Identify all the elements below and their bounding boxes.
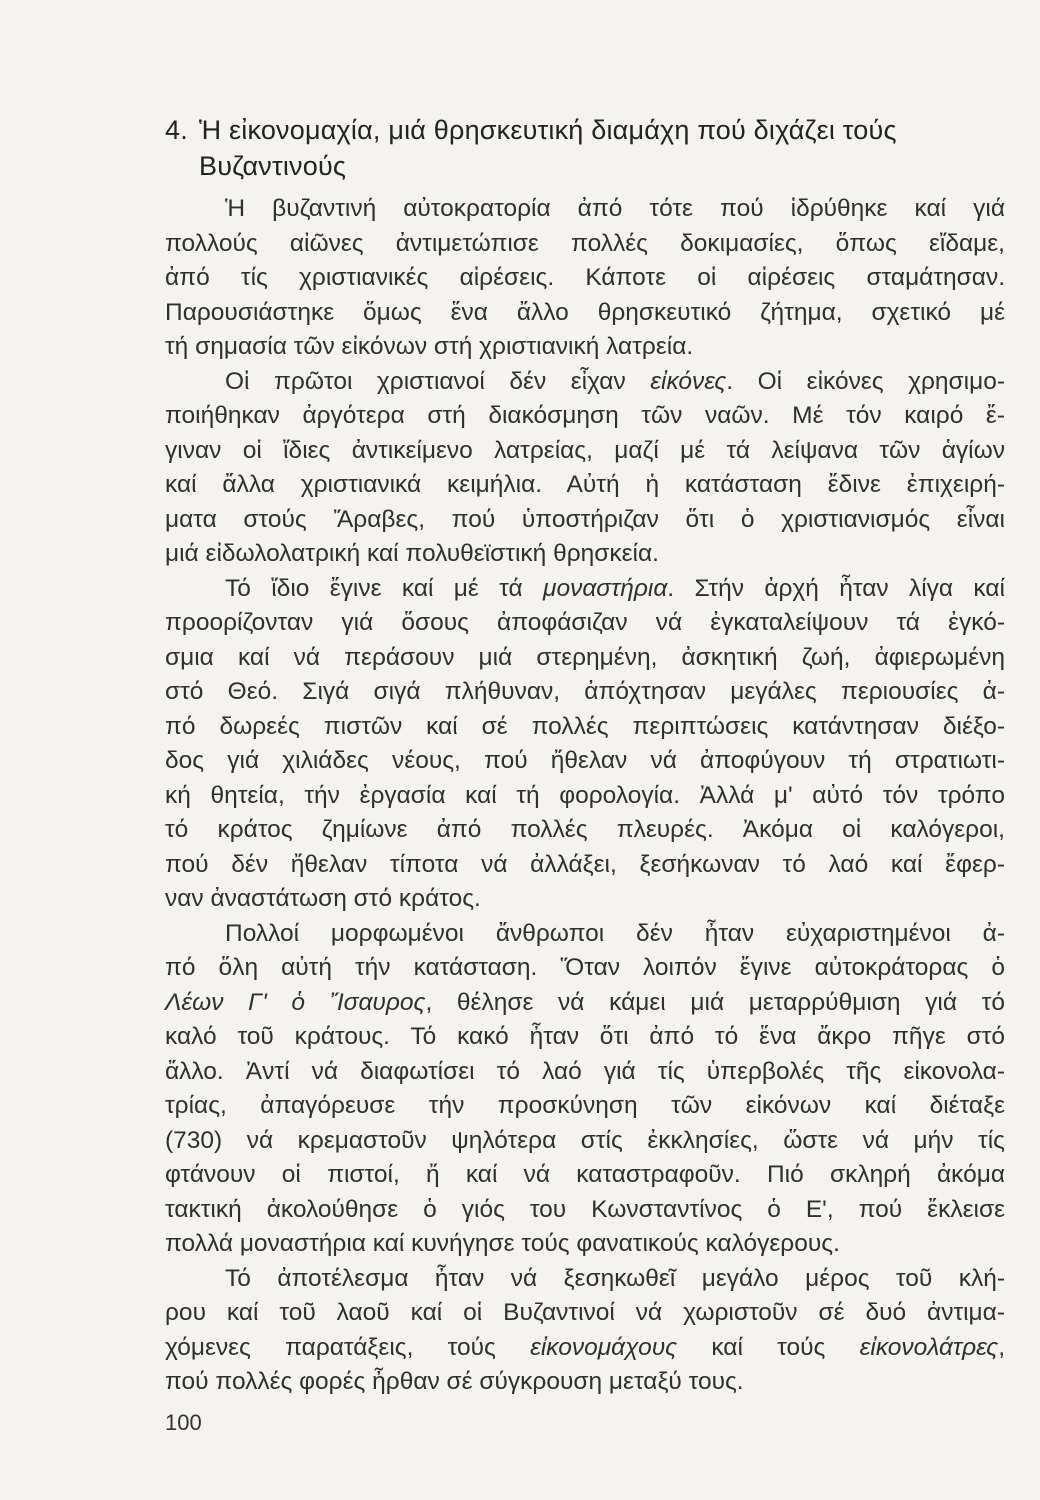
text-line: κή θητεία, τήν ἐργασία καί τή φορολογία. Ἀλλά μ' αὐτό τόν τρόπο [165,781,1005,809]
text-line: καί ἄλλα χριστιανικά κειμήλια. Αὐτή ἡ κατάσταση ἔδινε ἐπιχειρή- [165,471,1005,498]
text-line: Τό ἀποτέλεσμα ἦταν νά ξεσηκωθεῖ μεγάλο μέρος τοῦ κλή- [225,1264,1005,1292]
text-line: ναν ἀναστάτωση στό κράτος. [165,885,481,912]
text-line: πό ὅλη αὐτή τήν κατάσταση. Ὅταν λοιπόν ἔγινε αὐτοκράτορας ὁ [165,954,1005,981]
text-line: Τό ἴδιο ἔγινε καί μέ τά μοναστήρια. Στήν ἀρχή ἦταν λίγα καί [225,574,1005,602]
text-line: τό κράτος ζημίωνε ἀπό πολλές πλευρές. Ἀκόμα οἱ καλόγεροι, [165,816,1005,843]
text-line: Παρουσιάστηκε ὅμως ἕνα ἄλλο θρησκευτικό ζήτημα, σχετικό μέ [165,298,1005,326]
text-line: πού δέν ἤθελαν τίποτα νά ἀλλάξει, ξεσήκωναν τό λαό καί ἔφερ- [165,850,1005,878]
paragraph [165,917,1005,1262]
text-line: Ἡ βυζαντινή αὐτοκρατορία ἀπό τότε πού ἱδρύθηκε καί γιά [225,195,1005,222]
page-number: 100 [165,1410,202,1435]
text-line: μιά εἰδωλολατρική καί πολυθεϊστική θρησκεία. [165,540,659,567]
text-line: καλό τοῦ κράτους. Τό κακό ἦταν ὅτι ἀπό τό ἕνα ἄκρο πῆγε στό [165,1023,1005,1050]
paragraph [165,572,1005,917]
paragraph [165,365,1005,572]
text-line: γιναν οἱ ἴδιες ἀντικείμενο λατρείας, μαζί μέ τά λείψανα τῶν ἁγίων [165,436,1005,464]
section-title-line-2: Βυζαντινούς [199,151,347,181]
text-line: ποιήθηκαν ἀργότερα στή διακόσμηση τῶν ναῶν. Μέ τόν καιρό ἔ- [165,402,1005,429]
text-line: τακτική ἀκολούθησε ὁ γιός του Κωνσταντίνος ὁ Ε', πού ἔκλεισε [165,1195,1005,1223]
emphasized-term: εἰκόνες [650,367,727,395]
emphasized-term: μοναστήρια [543,574,668,602]
text-line: τρίας, ἀπαγόρευσε τήν προσκύνηση τῶν εἰκόνων καί διέταξε [165,1092,1005,1119]
text-line: πού πολλές φορές ἦρθαν σέ σύγκρουση μεταξύ τους. [165,1368,744,1395]
text-line: ρου καί τοῦ λαοῦ καί οἱ Βυζαντινοί νά χωριστοῦν σέ δυό ἀντιμα- [165,1299,1005,1326]
section-number: 4. [165,115,188,145]
text-line: Πολλοί μορφωμένοι ἄνθρωποι δέν ἦταν εὐχαριστημένοι ἀ- [225,919,1005,947]
section-title-line-1: Ἡ εἰκονομαχία, μιά θρησκευτική διαμάχη πού διχάζει τούς [199,115,897,145]
emphasized-term: εἰκονομάχους [530,1333,678,1361]
text-line: πολλά μοναστήρια καί κυνήγησε τούς φανατικούς καλόγερους. [165,1230,840,1257]
paragraph [165,1262,1005,1400]
text-line: πό δωρεές πιστῶν καί σέ πολλές περιπτώσεις κατάντησαν διέξο- [165,712,1005,740]
text-line: τή σημασία τῶν εἰκόνων στή χριστιανική λατρεία. [165,333,694,360]
text-line: φτάνουν οἱ πιστοί, ἤ καί νά καταστραφοῦν. Πιό σκληρή ἀκόμα [165,1161,1005,1188]
text-line: στό Θεό. Σιγά σιγά πλήθυναν, ἀπόχτησαν μεγάλες περιουσίες ἀ- [165,678,1005,705]
text-line: προορίζονταν γιά ὅσους ἀποφάσιζαν νά ἐγκαταλείψουν τά ἐγκό- [165,609,1005,636]
emphasized-term: Λέων Γ' ὁ Ἴσαυρος [165,988,426,1016]
text-line: ἄλλο. Ἀντί νά διαφωτίσει τό λαό γιά τίς ὑπερβολές τῆς εἰκονολα- [165,1057,1005,1085]
paragraph [165,192,1005,365]
text-line: ἀπό τίς χριστιανικές αἱρέσεις. Κάποτε οἱ αἱρέσεις σταμάτησαν. [165,264,1005,291]
body-text [165,192,1005,1400]
text-line: δος γιά χιλιάδες νέους, πού ἤθελαν νά ἀποφύγουν τή στρατιωτι- [165,747,1005,774]
text-line: σμια καί νά περάσουν μιά στερημένη, ἀσκητική ζωή, ἀφιερωμένη [165,643,1005,671]
emphasized-term: εἰκονολάτρες [859,1333,999,1361]
text-line: ματα στούς Ἄραβες, πού ὑποστήριζαν ὅτι ὁ χριστιανισμός εἶναι [165,505,1005,533]
text-line: Οἱ πρῶτοι χριστιανοί δέν εἶχαν εἰκόνες. Οἱ εἰκόνες χρησιμο- [225,367,1005,395]
section-heading [165,112,1005,184]
text-line: χόμενες παρατάξεις, τούς εἰκονομάχους καί τούς εἰκονολάτρες, [165,1333,1005,1361]
text-line: (730) νά κρεμαστοῦν ψηλότερα στίς ἐκκλησίες, ὥστε νά μήν τίς [165,1126,1005,1154]
text-line: Λέων Γ' ὁ Ἴσαυρος, θέλησε νά κάμει μιά μεταρρύθμιση γιά τό [165,988,1005,1016]
text-line: πολλούς αἰῶνες ἀντιμετώπισε πολλές δοκιμασίες, ὅπως εἴδαμε, [165,229,1005,257]
